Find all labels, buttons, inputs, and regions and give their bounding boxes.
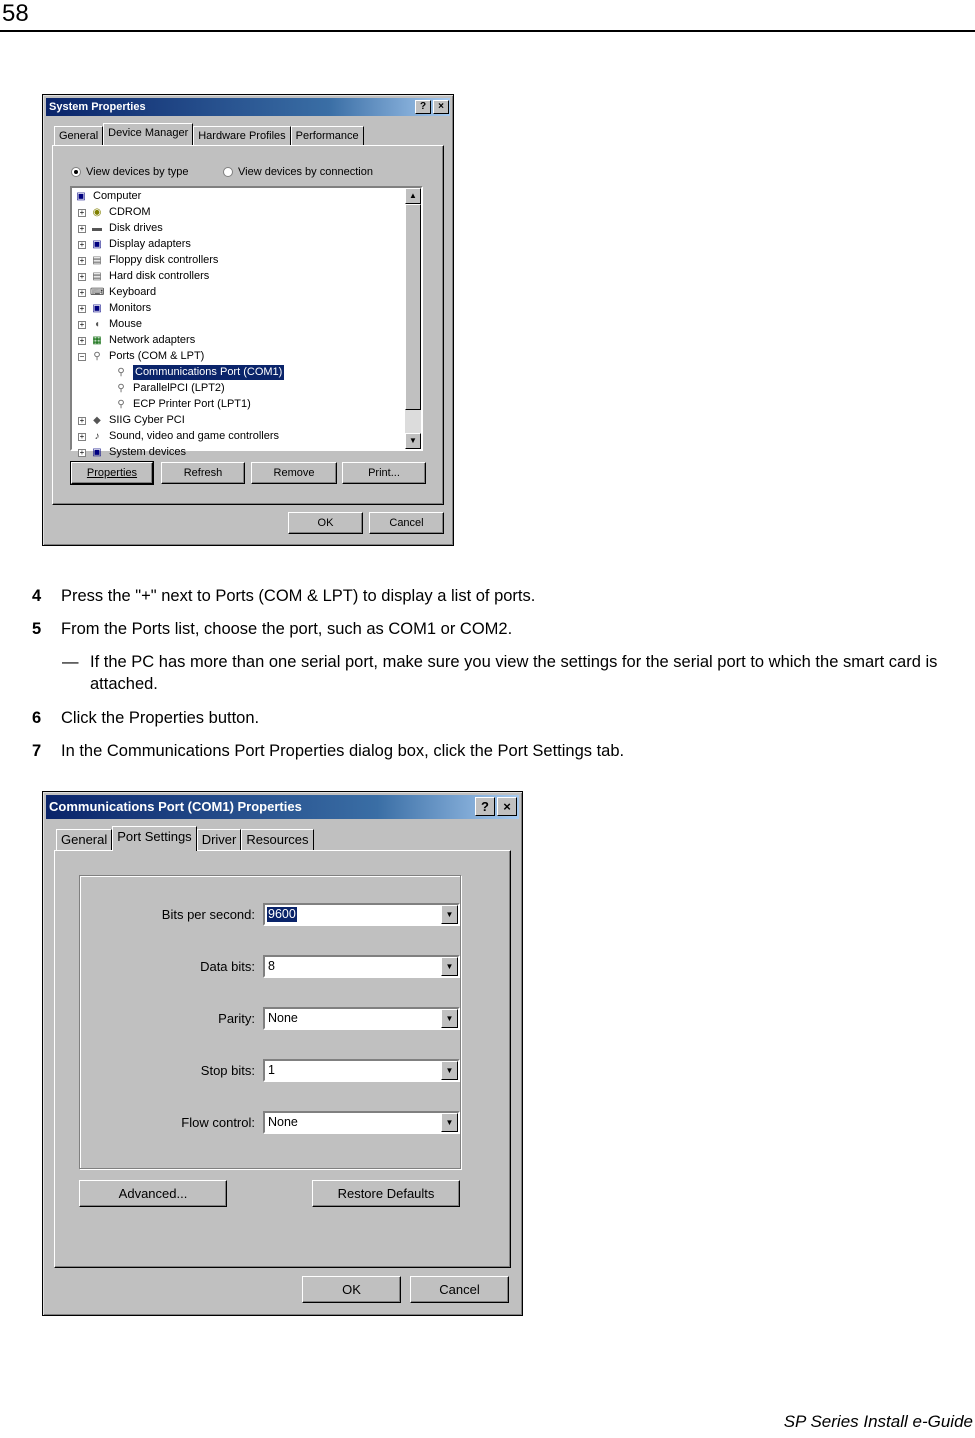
tree-item-cdrom[interactable] [78, 205, 151, 220]
expand-icon[interactable]: + [79, 335, 85, 345]
step-number: 7 [32, 742, 42, 760]
chevron-down-icon[interactable]: ▼ [441, 1061, 458, 1080]
expand-icon[interactable]: + [79, 255, 85, 265]
select-value: 1 [268, 1063, 275, 1077]
help-button[interactable]: ? [475, 797, 495, 816]
chevron-down-icon[interactable]: ▼ [441, 957, 458, 976]
tree-item-lpt1[interactable] [114, 397, 251, 412]
expand-icon[interactable]: + [79, 271, 85, 281]
expand-icon[interactable]: + [79, 415, 85, 425]
tree-label: Floppy disk controllers [109, 254, 219, 266]
chevron-down-icon[interactable]: ▼ [441, 1113, 458, 1132]
radio-empty-icon [223, 167, 233, 177]
tab-general[interactable]: General [54, 126, 103, 146]
stop-bits-row [80, 1059, 460, 1083]
tab-device-manager[interactable]: Device Manager [103, 123, 193, 145]
step-text: In the Communications Port Properties dialog box, click the Port Settings tab. [61, 742, 625, 760]
ok-button[interactable]: OK [302, 1276, 401, 1303]
tree-item-system-devices[interactable] [78, 445, 186, 460]
ok-button[interactable]: OK [288, 512, 363, 534]
stop-bits-label: Stop bits: [200, 1063, 255, 1078]
tree-item-lpt2[interactable] [114, 381, 225, 396]
mouse-icon: ◖ [93, 318, 101, 330]
parity-row [80, 1007, 460, 1031]
port-icon: ⚲ [117, 398, 125, 410]
chevron-down-icon[interactable]: ▼ [441, 1009, 458, 1028]
tree-label: CDROM [109, 206, 151, 218]
tree-scrollbar[interactable] [405, 188, 421, 449]
print-button[interactable]: Print... [342, 462, 426, 484]
floppy-controller-icon: ▤ [92, 254, 102, 266]
tree-item-display-adapters[interactable] [78, 237, 191, 252]
properties-button[interactable] [71, 462, 153, 484]
parity-label: Parity: [218, 1011, 255, 1026]
expand-icon[interactable]: + [79, 223, 85, 233]
select-value: 8 [268, 959, 275, 973]
port-icon: ⚲ [117, 382, 125, 394]
tree-item-computer[interactable] [74, 189, 141, 204]
help-button[interactable]: ? [415, 100, 431, 114]
remove-button[interactable]: Remove [251, 462, 337, 484]
scroll-down-icon[interactable]: ▼ [405, 433, 421, 449]
step-text: Press the "+" next to Ports (COM & LPT) to display a list of ports. [61, 587, 536, 605]
advanced-button[interactable]: Advanced... [79, 1180, 227, 1207]
page-number: 58 [2, 0, 29, 27]
disk-drive-icon: ▬ [92, 222, 102, 234]
tree-label: Hard disk controllers [109, 270, 210, 282]
footer-guide-title: SP Series Install e-Guide [783, 1412, 973, 1431]
tab-driver[interactable]: Driver [197, 829, 242, 851]
tree-item-disk-drives[interactable] [78, 221, 163, 236]
close-button[interactable]: × [497, 797, 517, 816]
tree-label: Display adapters [109, 238, 191, 250]
sound-icon: ♪ [94, 430, 100, 442]
chevron-down-icon[interactable]: ▼ [441, 905, 458, 924]
hard-disk-controller-icon: ▤ [92, 270, 102, 282]
scroll-up-icon[interactable]: ▲ [405, 188, 421, 204]
tree-item-hard-disk-controllers[interactable] [78, 269, 209, 284]
parity-select[interactable] [263, 1007, 460, 1030]
tree-item-com1[interactable] [114, 365, 284, 380]
note-text: If the PC has more than one serial port, make sure you view the settings for the serial port to which the smart card is attached. [90, 653, 938, 693]
com-port-properties-dialog [42, 791, 523, 1316]
tree-item-sound[interactable] [78, 429, 279, 444]
tree-label: Keyboard [109, 286, 157, 298]
tree-item-ports[interactable] [78, 349, 204, 364]
restore-defaults-button[interactable]: Restore Defaults [312, 1180, 460, 1207]
tab-hardware-profiles[interactable]: Hardware Profiles [193, 126, 290, 146]
system-icon: ▣ [92, 446, 102, 458]
collapse-icon[interactable]: − [79, 351, 85, 361]
tree-label: Network adapters [109, 334, 196, 346]
data-bits-label: Data bits: [200, 959, 255, 974]
radio-selected-icon [71, 167, 81, 177]
tree-label: Computer [93, 190, 142, 202]
select-value: None [268, 1115, 298, 1129]
data-bits-row [80, 955, 460, 979]
bits-per-second-select[interactable] [263, 903, 460, 926]
tree-label: SIIG Cyber PCI [109, 414, 185, 426]
cancel-button[interactable]: Cancel [369, 512, 444, 534]
system-properties-dialog [42, 94, 454, 546]
radio-by-connection[interactable] [223, 166, 373, 178]
tree-item-network-adapters[interactable] [78, 333, 195, 348]
device-manager-panel [52, 145, 444, 505]
settings-group [79, 875, 461, 1169]
device-tree[interactable] [70, 186, 423, 458]
note-dash: — [62, 653, 79, 671]
data-bits-select[interactable] [263, 955, 460, 978]
tree-label: ParallelPCI (LPT2) [133, 382, 225, 394]
expand-icon[interactable]: + [79, 447, 85, 457]
expand-icon[interactable]: + [79, 207, 85, 217]
tree-label-selected: Communications Port (COM1) [135, 366, 283, 378]
scroll-thumb[interactable] [405, 204, 421, 410]
title-bar[interactable] [46, 98, 450, 116]
tree-item-monitors[interactable] [78, 301, 151, 316]
tab-general[interactable]: General [56, 829, 112, 851]
port-icon: ⚲ [93, 350, 101, 362]
expand-icon[interactable]: + [79, 303, 85, 313]
tab-performance[interactable]: Performance [291, 126, 364, 146]
bits-per-second-label: Bits per second: [161, 907, 255, 922]
flow-control-label: Flow control: [181, 1115, 255, 1130]
tree-label: Ports (COM & LPT) [109, 350, 205, 362]
keyboard-icon: ⌨ [90, 286, 105, 298]
tree-item-floppy-controllers[interactable] [78, 253, 218, 268]
close-button[interactable]: × [433, 100, 449, 114]
radio-label: View devices by connection [238, 166, 373, 178]
tree-label: System devices [109, 446, 187, 458]
monitor-icon: ▣ [92, 302, 102, 314]
cancel-button[interactable]: Cancel [410, 1276, 509, 1303]
computer-icon: ▣ [76, 190, 86, 202]
step-number: 6 [32, 709, 42, 727]
bits-per-second-row [80, 903, 460, 927]
display-adapter-icon: ▣ [92, 238, 102, 250]
select-value: 9600 [268, 907, 296, 921]
tree-label: Sound, video and game controllers [109, 430, 279, 442]
flow-control-row [80, 1111, 460, 1135]
port-icon: ⚲ [117, 366, 125, 378]
port-settings-panel [54, 850, 511, 1268]
stop-bits-select[interactable] [263, 1059, 460, 1082]
header-rule [0, 30, 975, 32]
step-text: Click the Properties button. [61, 709, 260, 727]
expand-icon[interactable]: + [79, 431, 85, 441]
network-adapter-icon: ▦ [92, 334, 102, 346]
tree-item-mouse[interactable] [78, 317, 142, 332]
expand-icon[interactable]: + [79, 319, 85, 329]
step-text: From the Ports list, choose the port, such as COM1 or COM2. [61, 620, 513, 638]
tree-item-siig[interactable] [78, 413, 185, 428]
dialog-title: Communications Port (COM1) Properties [49, 799, 302, 814]
cdrom-icon: ◉ [92, 206, 102, 218]
expand-icon[interactable]: + [79, 239, 85, 249]
tree-label: Monitors [109, 302, 152, 314]
tree-label: ECP Printer Port (LPT1) [133, 398, 251, 410]
radio-by-type[interactable] [71, 166, 189, 178]
radio-label: View devices by type [86, 166, 189, 178]
select-value: None [268, 1011, 298, 1025]
siig-icon: ◆ [93, 414, 101, 426]
title-bar[interactable] [46, 795, 519, 819]
tab-port-settings[interactable]: Port Settings [112, 826, 196, 851]
tree-label: Disk drives [109, 222, 163, 234]
expand-icon[interactable]: + [79, 287, 85, 297]
tab-resources[interactable]: Resources [241, 829, 313, 851]
step-number: 5 [32, 620, 42, 638]
flow-control-select[interactable] [263, 1111, 460, 1134]
tree-label: Mouse [109, 318, 143, 330]
step-number: 4 [32, 587, 42, 605]
tree-item-keyboard[interactable] [78, 285, 156, 300]
button-label: Properties [86, 467, 138, 479]
refresh-button[interactable]: Refresh [161, 462, 245, 484]
dialog-title: System Properties [49, 101, 146, 113]
